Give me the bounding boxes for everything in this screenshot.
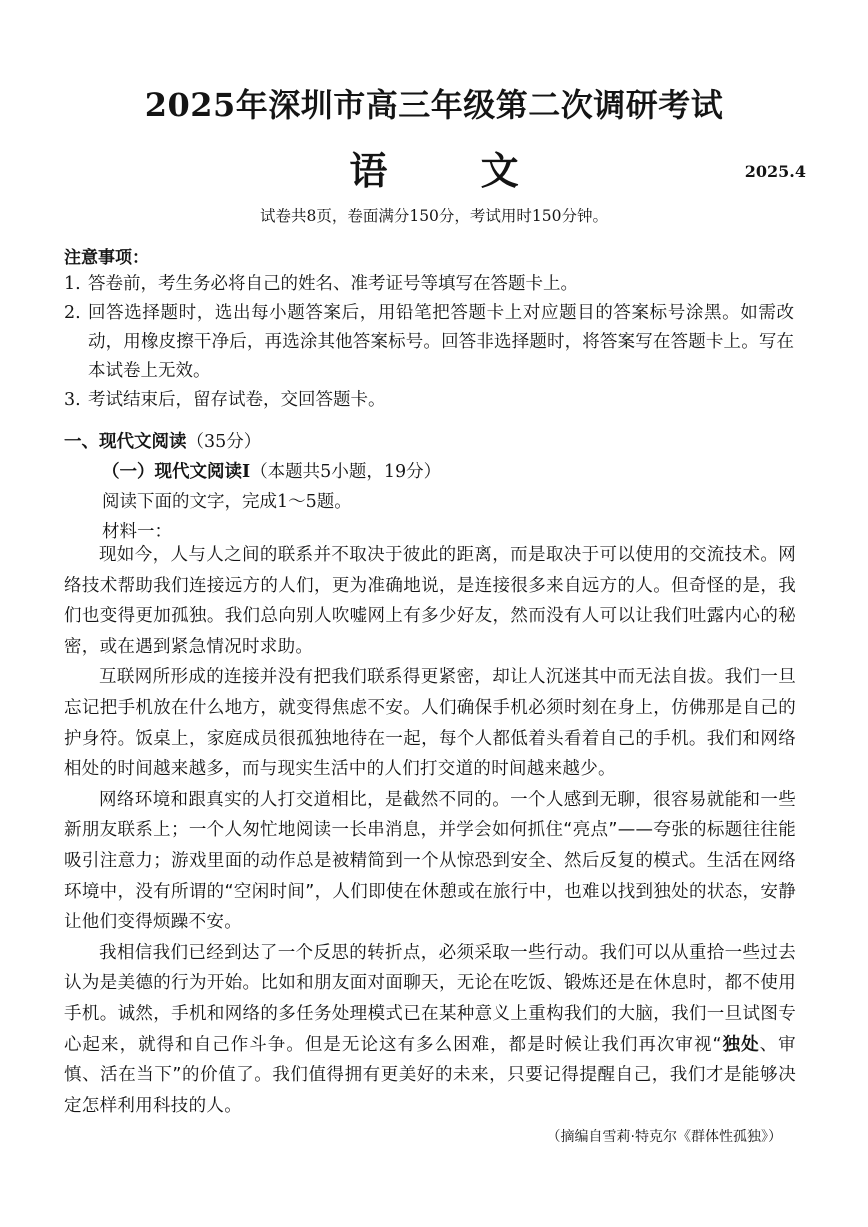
article-paragraph: 互联网所形成的连接并没有把我们联系得更紧密，却让人沉迷其中而无法自拔。我们一旦忘记把手机放在什么地方，就变得焦虑不安。人们确保手机必须时刻在身上，仿佛那是自己的护身符。饭桌上，家庭成员很孤独地待在一起，每个人都低着头看着自己的手机。我们和网络相处的时间越来越多，而与现实生活中的人们打交道的时间越来越少。 xyxy=(64,667,796,780)
notice-item-number: 2. xyxy=(64,303,81,323)
notice-item xyxy=(64,386,794,415)
material-label: 材料一： xyxy=(102,522,172,542)
paragraph-text: 我相信我们已经到达了一个反思的转折点，必须采取一些行动。我们可以从重拾一些过去认为是美德的行为开始。比如和朋友面对面聊天，无论在吃饭、锻炼还是在休息时，都不使用手机。诚然，手机和网络的多任务处理模式已在某种意义上重构我们的大脑，我们一旦试图专心起来，就得和自己作斗争。但是无论这有多么困难，都是时候让我们再次审视“ xyxy=(64,942,796,1055)
notice-item-text: 答卷前，考生务必将自己的姓名、准考证号等填写在答题卡上。 xyxy=(88,274,578,294)
section-score: （35分） xyxy=(186,432,262,452)
notice-item xyxy=(64,299,794,386)
notice-item-number: 3. xyxy=(64,390,81,410)
subsection-heading xyxy=(102,458,441,483)
article-paragraph: 网络环境和跟真实的人打交道相比，是截然不同的。一个人感到无聊，很容易就能和一些新朋友联系上；一个人匆忙地阅读一长串消息，并学会如何抓住“亮点”——夸张的标题往往能吸引注意力；游戏里面的动作总是被精简到一个从惊恐到安全、然后反复的模式。生活在网络环境中，没有所谓的“空闲时间”，人们即使在休憩或在旅行中，也难以找到独处的状态，安静让他们变得烦躁不安。 xyxy=(64,789,796,933)
subject-title: 语 文 xyxy=(349,148,559,193)
notice-item-text: 回答选择题时，选出每小题答案后，用铅笔把答题卡上对应题目的答案标号涂黑。如需改动，用橡皮擦干净后，再选涂其他答案标号。回答非选择题时，将答案写在答题卡上。写在本试卷上无效。 xyxy=(88,303,794,381)
exam-info: 试卷共8页，卷面满分150分，考试用时150分钟。 xyxy=(259,207,609,225)
article-body xyxy=(64,540,796,1121)
article-source: （摘编自雪莉·特克尔《群体性孤独》） xyxy=(546,1129,782,1145)
reading-instruction: 阅读下面的文字，完成1～5题。 xyxy=(102,492,352,512)
article-paragraph xyxy=(64,938,796,1122)
notice-heading: 注意事项： xyxy=(64,248,149,268)
exam-title: 2025年深圳市高三年级第二次调研考试 xyxy=(144,86,724,124)
notice-list xyxy=(64,270,794,415)
notice-item-number: 1. xyxy=(64,274,81,294)
exam-date: 2025.4 xyxy=(744,162,806,181)
article-paragraph: 现如今，人与人之间的联系并不取决于彼此的距离，而是取决于可以使用的交流技术。网络技术帮助我们连接远方的人们，更为准确地说，是连接很多来自远方的人。但奇怪的是，我们也变得更加孤独。我们总向别人吹嘘网上有多少好友，然而没有人可以让我们吐露内心的秘密，或在遇到紧急情况时求助。 xyxy=(64,545,796,657)
subsection-title: （一）现代文阅读Ⅰ xyxy=(102,462,251,482)
notice-item xyxy=(64,270,794,299)
paragraph-text: 、审慎、活在当下”的价值了。我们值得拥有更美好的未来，只要记得提醒自己，我们才是能够决定怎样利用科技的人。 xyxy=(64,1034,796,1116)
notice-item-text: 考试结束后，留存试卷，交回答题卡。 xyxy=(88,390,386,410)
subsection-note: （本题共5小题，19分） xyxy=(250,462,442,482)
section-title: 一、现代文阅读 xyxy=(64,432,187,452)
section-heading xyxy=(64,428,261,453)
emphasized-text: 独处 xyxy=(721,1034,760,1055)
